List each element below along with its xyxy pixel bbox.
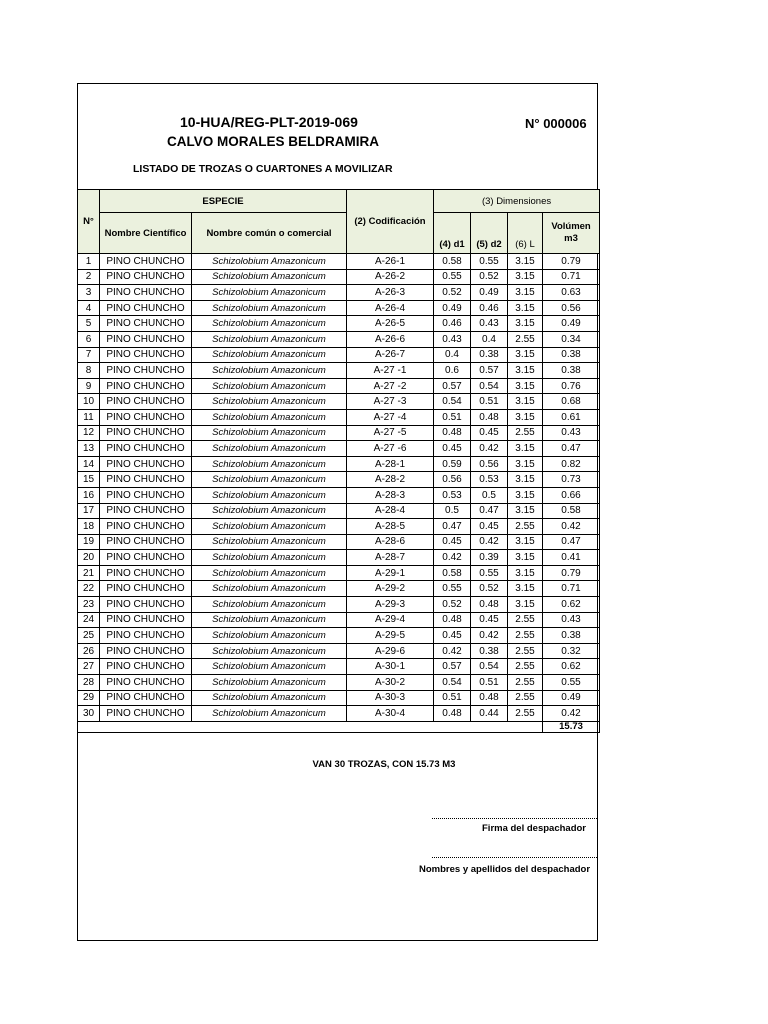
- table-row: [78, 503, 600, 519]
- cientifico-cell: PINO CHUNCHO: [100, 331, 192, 347]
- volumen-cell: 0.49: [543, 316, 600, 332]
- row-number: 24: [78, 612, 100, 628]
- comun-cell: Schizolobium Amazonicum: [192, 347, 347, 363]
- volumen-cell: 0.73: [543, 472, 600, 488]
- table-row: [78, 628, 600, 644]
- d1-cell: 0.42: [434, 550, 471, 566]
- d1-cell: 0.54: [434, 675, 471, 691]
- document-code: 10-HUA/REG-PLT-2019-069: [180, 114, 358, 130]
- d2-cell: 0.44: [471, 706, 508, 722]
- cientifico-cell: PINO CHUNCHO: [100, 285, 192, 301]
- d1-cell: 0.51: [434, 690, 471, 706]
- d1-cell: 0.47: [434, 519, 471, 535]
- row-number: 27: [78, 659, 100, 675]
- d1-cell: 0.59: [434, 456, 471, 472]
- d1-cell: 0.45: [434, 534, 471, 550]
- l-cell: 2.55: [508, 706, 543, 722]
- table-row: [78, 659, 600, 675]
- cientifico-cell: PINO CHUNCHO: [100, 456, 192, 472]
- table-body: [78, 254, 600, 722]
- col-cientifico-header: Nombre Científico: [100, 213, 192, 254]
- table-row: [78, 472, 600, 488]
- d2-cell: 0.51: [471, 675, 508, 691]
- d1-cell: 0.54: [434, 394, 471, 410]
- comun-cell: Schizolobium Amazonicum: [192, 597, 347, 613]
- d2-cell: 0.52: [471, 581, 508, 597]
- d2-cell: 0.38: [471, 347, 508, 363]
- table-row: [78, 612, 600, 628]
- codificacion-cell: A-28-5: [347, 519, 434, 535]
- volumen-cell: 0.71: [543, 581, 600, 597]
- col-comun-header: Nombre común o comercial: [192, 213, 347, 254]
- cientifico-cell: PINO CHUNCHO: [100, 628, 192, 644]
- d1-cell: 0.49: [434, 300, 471, 316]
- l-cell: 3.15: [508, 378, 543, 394]
- l-cell: 3.15: [508, 534, 543, 550]
- d2-cell: 0.45: [471, 612, 508, 628]
- volumen-cell: 0.79: [543, 254, 600, 270]
- table-row: [78, 409, 600, 425]
- volumen-cell: 0.68: [543, 394, 600, 410]
- d2-cell: 0.54: [471, 659, 508, 675]
- codificacion-cell: A-29-3: [347, 597, 434, 613]
- comun-cell: Schizolobium Amazonicum: [192, 519, 347, 535]
- d2-cell: 0.39: [471, 550, 508, 566]
- document-subtitle: LISTADO DE TROZAS O CUARTONES A MOVILIZAR: [133, 163, 393, 175]
- d1-cell: 0.42: [434, 643, 471, 659]
- comun-cell: Schizolobium Amazonicum: [192, 254, 347, 270]
- d1-cell: 0.58: [434, 565, 471, 581]
- row-number: 20: [78, 550, 100, 566]
- d1-cell: 0.4: [434, 347, 471, 363]
- total-volume: 15.73: [543, 721, 600, 732]
- comun-cell: Schizolobium Amazonicum: [192, 487, 347, 503]
- d2-cell: 0.45: [471, 425, 508, 441]
- row-number: 7: [78, 347, 100, 363]
- codificacion-cell: A-26-7: [347, 347, 434, 363]
- cientifico-cell: PINO CHUNCHO: [100, 487, 192, 503]
- codificacion-cell: A-28-6: [347, 534, 434, 550]
- table-row: [78, 690, 600, 706]
- logs-table: [77, 189, 600, 733]
- signature-label: Firma del despachador: [482, 823, 587, 834]
- cientifico-cell: PINO CHUNCHO: [100, 378, 192, 394]
- d1-cell: 0.43: [434, 331, 471, 347]
- comun-cell: Schizolobium Amazonicum: [192, 456, 347, 472]
- l-cell: 2.55: [508, 628, 543, 644]
- d1-cell: 0.48: [434, 612, 471, 628]
- codificacion-cell: A-30-2: [347, 675, 434, 691]
- volumen-cell: 0.34: [543, 331, 600, 347]
- d1-cell: 0.55: [434, 269, 471, 285]
- l-cell: 3.15: [508, 441, 543, 457]
- volumen-cell: 0.47: [543, 441, 600, 457]
- table-row: [78, 347, 600, 363]
- d2-cell: 0.56: [471, 456, 508, 472]
- d1-cell: 0.45: [434, 628, 471, 644]
- codificacion-cell: A-27 -6: [347, 441, 434, 457]
- table-row: [78, 441, 600, 457]
- volumen-cell: 0.38: [543, 363, 600, 379]
- l-cell: 3.15: [508, 565, 543, 581]
- d1-cell: 0.5: [434, 503, 471, 519]
- table-row: [78, 300, 600, 316]
- table-row: [78, 363, 600, 379]
- col-volumen-header: Volúmen m3: [543, 213, 600, 254]
- row-number: 2: [78, 269, 100, 285]
- cientifico-cell: PINO CHUNCHO: [100, 690, 192, 706]
- d1-cell: 0.52: [434, 285, 471, 301]
- codificacion-cell: A-29-2: [347, 581, 434, 597]
- row-number: 1: [78, 254, 100, 270]
- col-dimensiones-header: (3) Dimensiones: [434, 190, 600, 213]
- d1-cell: 0.52: [434, 597, 471, 613]
- d2-cell: 0.48: [471, 409, 508, 425]
- row-number: 30: [78, 706, 100, 722]
- l-cell: 3.15: [508, 487, 543, 503]
- comun-cell: Schizolobium Amazonicum: [192, 394, 347, 410]
- codificacion-cell: A-26-2: [347, 269, 434, 285]
- l-cell: 3.15: [508, 456, 543, 472]
- table-row: [78, 550, 600, 566]
- codificacion-cell: A-26-6: [347, 331, 434, 347]
- d2-cell: 0.42: [471, 628, 508, 644]
- name-label: Nombres y apellidos del despachador: [419, 864, 591, 875]
- row-number: 19: [78, 534, 100, 550]
- cientifico-cell: PINO CHUNCHO: [100, 612, 192, 628]
- volumen-cell: 0.49: [543, 690, 600, 706]
- comun-cell: Schizolobium Amazonicum: [192, 503, 347, 519]
- l-cell: 3.15: [508, 550, 543, 566]
- comun-cell: Schizolobium Amazonicum: [192, 612, 347, 628]
- codificacion-cell: A-27 -2: [347, 378, 434, 394]
- cientifico-cell: PINO CHUNCHO: [100, 316, 192, 332]
- codificacion-cell: A-26-1: [347, 254, 434, 270]
- document-number: N° 000006: [525, 116, 587, 131]
- d1-cell: 0.55: [434, 581, 471, 597]
- row-number: 15: [78, 472, 100, 488]
- comun-cell: Schizolobium Amazonicum: [192, 690, 347, 706]
- l-cell: 3.15: [508, 316, 543, 332]
- cientifico-cell: PINO CHUNCHO: [100, 643, 192, 659]
- d2-cell: 0.54: [471, 378, 508, 394]
- l-cell: 2.55: [508, 519, 543, 535]
- row-number: 25: [78, 628, 100, 644]
- row-number: 5: [78, 316, 100, 332]
- d2-cell: 0.42: [471, 441, 508, 457]
- table-row: [78, 675, 600, 691]
- table-row: [78, 425, 600, 441]
- d2-cell: 0.55: [471, 565, 508, 581]
- d2-cell: 0.45: [471, 519, 508, 535]
- d2-cell: 0.42: [471, 534, 508, 550]
- l-cell: 2.55: [508, 690, 543, 706]
- row-number: 23: [78, 597, 100, 613]
- volumen-cell: 0.63: [543, 285, 600, 301]
- row-number: 14: [78, 456, 100, 472]
- codificacion-cell: A-28-4: [347, 503, 434, 519]
- volumen-cell: 0.61: [543, 409, 600, 425]
- l-cell: 3.15: [508, 472, 543, 488]
- cientifico-cell: PINO CHUNCHO: [100, 425, 192, 441]
- d1-cell: 0.6: [434, 363, 471, 379]
- cientifico-cell: PINO CHUNCHO: [100, 300, 192, 316]
- l-cell: 3.15: [508, 581, 543, 597]
- comun-cell: Schizolobium Amazonicum: [192, 285, 347, 301]
- comun-cell: Schizolobium Amazonicum: [192, 363, 347, 379]
- l-cell: 3.15: [508, 597, 543, 613]
- d1-cell: 0.57: [434, 378, 471, 394]
- volumen-cell: 0.76: [543, 378, 600, 394]
- comun-cell: Schizolobium Amazonicum: [192, 441, 347, 457]
- volumen-cell: 0.42: [543, 706, 600, 722]
- l-cell: 2.55: [508, 675, 543, 691]
- volumen-cell: 0.55: [543, 675, 600, 691]
- volumen-cell: 0.71: [543, 269, 600, 285]
- d2-cell: 0.49: [471, 285, 508, 301]
- table-row: [78, 269, 600, 285]
- row-number: 29: [78, 690, 100, 706]
- comun-cell: Schizolobium Amazonicum: [192, 565, 347, 581]
- volumen-cell: 0.62: [543, 659, 600, 675]
- volumen-cell: 0.56: [543, 300, 600, 316]
- comun-cell: Schizolobium Amazonicum: [192, 675, 347, 691]
- codificacion-cell: A-28-3: [347, 487, 434, 503]
- cientifico-cell: PINO CHUNCHO: [100, 581, 192, 597]
- d1-cell: 0.58: [434, 254, 471, 270]
- l-cell: 2.55: [508, 659, 543, 675]
- row-number: 12: [78, 425, 100, 441]
- table-row: [78, 378, 600, 394]
- comun-cell: Schizolobium Amazonicum: [192, 409, 347, 425]
- codificacion-cell: A-26-5: [347, 316, 434, 332]
- l-cell: 3.15: [508, 269, 543, 285]
- codificacion-cell: A-29-6: [347, 643, 434, 659]
- comun-cell: Schizolobium Amazonicum: [192, 316, 347, 332]
- d2-cell: 0.48: [471, 597, 508, 613]
- codificacion-cell: A-29-5: [347, 628, 434, 644]
- cientifico-cell: PINO CHUNCHO: [100, 565, 192, 581]
- col-d1-header: (4) d1: [434, 213, 471, 254]
- row-number: 21: [78, 565, 100, 581]
- col-l-header: (6) L: [508, 213, 543, 254]
- l-cell: 2.55: [508, 331, 543, 347]
- volumen-cell: 0.38: [543, 628, 600, 644]
- d2-cell: 0.38: [471, 643, 508, 659]
- l-cell: 3.15: [508, 363, 543, 379]
- l-cell: 2.55: [508, 425, 543, 441]
- codificacion-cell: A-26-4: [347, 300, 434, 316]
- row-number: 18: [78, 519, 100, 535]
- codificacion-cell: A-27 -3: [347, 394, 434, 410]
- cientifico-cell: PINO CHUNCHO: [100, 534, 192, 550]
- d2-cell: 0.53: [471, 472, 508, 488]
- table-row: [78, 581, 600, 597]
- d1-cell: 0.48: [434, 425, 471, 441]
- cientifico-cell: PINO CHUNCHO: [100, 472, 192, 488]
- owner-name: CALVO MORALES BELDRAMIRA: [167, 134, 379, 149]
- volumen-cell: 0.32: [543, 643, 600, 659]
- l-cell: 3.15: [508, 300, 543, 316]
- row-number: 9: [78, 378, 100, 394]
- table-bottom-rule: [77, 732, 599, 733]
- d1-cell: 0.51: [434, 409, 471, 425]
- codificacion-cell: A-27 -5: [347, 425, 434, 441]
- comun-cell: Schizolobium Amazonicum: [192, 534, 347, 550]
- volumen-cell: 0.43: [543, 612, 600, 628]
- cientifico-cell: PINO CHUNCHO: [100, 363, 192, 379]
- codificacion-cell: A-28-1: [347, 456, 434, 472]
- row-number: 10: [78, 394, 100, 410]
- table-row: [78, 456, 600, 472]
- comun-cell: Schizolobium Amazonicum: [192, 581, 347, 597]
- codificacion-cell: A-29-1: [347, 565, 434, 581]
- comun-cell: Schizolobium Amazonicum: [192, 425, 347, 441]
- table-row: [78, 487, 600, 503]
- codificacion-cell: A-28-2: [347, 472, 434, 488]
- l-cell: 3.15: [508, 409, 543, 425]
- d2-cell: 0.47: [471, 503, 508, 519]
- table-row: [78, 316, 600, 332]
- cientifico-cell: PINO CHUNCHO: [100, 409, 192, 425]
- d1-cell: 0.56: [434, 472, 471, 488]
- volumen-cell: 0.66: [543, 487, 600, 503]
- signature-line: [432, 818, 597, 819]
- cientifico-cell: PINO CHUNCHO: [100, 269, 192, 285]
- row-number: 13: [78, 441, 100, 457]
- d1-cell: 0.45: [434, 441, 471, 457]
- codificacion-cell: A-30-4: [347, 706, 434, 722]
- row-number: 4: [78, 300, 100, 316]
- d2-cell: 0.4: [471, 331, 508, 347]
- cientifico-cell: PINO CHUNCHO: [100, 441, 192, 457]
- d1-cell: 0.57: [434, 659, 471, 675]
- table-row: [78, 254, 600, 270]
- cientifico-cell: PINO CHUNCHO: [100, 254, 192, 270]
- row-number: 16: [78, 487, 100, 503]
- comun-cell: Schizolobium Amazonicum: [192, 378, 347, 394]
- comun-cell: Schizolobium Amazonicum: [192, 331, 347, 347]
- col-no-header: N°: [78, 190, 100, 254]
- volumen-cell: 0.58: [543, 503, 600, 519]
- codificacion-cell: A-29-4: [347, 612, 434, 628]
- table-row: [78, 534, 600, 550]
- codificacion-cell: A-27 -4: [347, 409, 434, 425]
- cientifico-cell: PINO CHUNCHO: [100, 394, 192, 410]
- comun-cell: Schizolobium Amazonicum: [192, 550, 347, 566]
- codificacion-cell: A-30-3: [347, 690, 434, 706]
- row-number: 17: [78, 503, 100, 519]
- col-codificacion-header: (2) Codificación: [347, 190, 434, 254]
- volumen-cell: 0.38: [543, 347, 600, 363]
- volumen-cell: 0.62: [543, 597, 600, 613]
- name-line: [432, 857, 597, 858]
- d1-cell: 0.53: [434, 487, 471, 503]
- comun-cell: Schizolobium Amazonicum: [192, 300, 347, 316]
- l-cell: 2.55: [508, 643, 543, 659]
- volumen-cell: 0.43: [543, 425, 600, 441]
- d1-cell: 0.48: [434, 706, 471, 722]
- row-number: 26: [78, 643, 100, 659]
- table-row: [78, 331, 600, 347]
- row-number: 22: [78, 581, 100, 597]
- cientifico-cell: PINO CHUNCHO: [100, 659, 192, 675]
- cientifico-cell: PINO CHUNCHO: [100, 597, 192, 613]
- row-number: 6: [78, 331, 100, 347]
- row-number: 8: [78, 363, 100, 379]
- d2-cell: 0.5: [471, 487, 508, 503]
- comun-cell: Schizolobium Amazonicum: [192, 643, 347, 659]
- cientifico-cell: PINO CHUNCHO: [100, 347, 192, 363]
- l-cell: 3.15: [508, 347, 543, 363]
- codificacion-cell: A-26-3: [347, 285, 434, 301]
- cientifico-cell: PINO CHUNCHO: [100, 675, 192, 691]
- summary-text: VAN 30 TROZAS, CON 15.73 M3: [312, 759, 456, 770]
- cientifico-cell: PINO CHUNCHO: [100, 519, 192, 535]
- table-row: [78, 394, 600, 410]
- l-cell: 2.55: [508, 612, 543, 628]
- volumen-cell: 0.41: [543, 550, 600, 566]
- d1-cell: 0.46: [434, 316, 471, 332]
- cientifico-cell: PINO CHUNCHO: [100, 706, 192, 722]
- row-number: 28: [78, 675, 100, 691]
- cientifico-cell: PINO CHUNCHO: [100, 503, 192, 519]
- comun-cell: Schizolobium Amazonicum: [192, 706, 347, 722]
- col-especie-header: ESPECIE: [100, 190, 347, 213]
- volumen-cell: 0.82: [543, 456, 600, 472]
- codificacion-cell: A-28-7: [347, 550, 434, 566]
- volumen-cell: 0.42: [543, 519, 600, 535]
- col-d2-header: (5) d2: [471, 213, 508, 254]
- comun-cell: Schizolobium Amazonicum: [192, 269, 347, 285]
- l-cell: 3.15: [508, 285, 543, 301]
- comun-cell: Schizolobium Amazonicum: [192, 659, 347, 675]
- l-cell: 3.15: [508, 394, 543, 410]
- cientifico-cell: PINO CHUNCHO: [100, 550, 192, 566]
- table-row: [78, 565, 600, 581]
- d2-cell: 0.43: [471, 316, 508, 332]
- table-row: [78, 643, 600, 659]
- row-number: 3: [78, 285, 100, 301]
- l-cell: 3.15: [508, 503, 543, 519]
- d2-cell: 0.51: [471, 394, 508, 410]
- volumen-cell: 0.79: [543, 565, 600, 581]
- d2-cell: 0.57: [471, 363, 508, 379]
- d2-cell: 0.55: [471, 254, 508, 270]
- d2-cell: 0.52: [471, 269, 508, 285]
- table-row: [78, 519, 600, 535]
- row-number: 11: [78, 409, 100, 425]
- table-row: [78, 285, 600, 301]
- d2-cell: 0.46: [471, 300, 508, 316]
- volumen-cell: 0.47: [543, 534, 600, 550]
- codificacion-cell: A-27 -1: [347, 363, 434, 379]
- comun-cell: Schizolobium Amazonicum: [192, 628, 347, 644]
- d2-cell: 0.48: [471, 690, 508, 706]
- table-row: [78, 706, 600, 722]
- l-cell: 3.15: [508, 254, 543, 270]
- comun-cell: Schizolobium Amazonicum: [192, 472, 347, 488]
- table-row: [78, 597, 600, 613]
- codificacion-cell: A-30-1: [347, 659, 434, 675]
